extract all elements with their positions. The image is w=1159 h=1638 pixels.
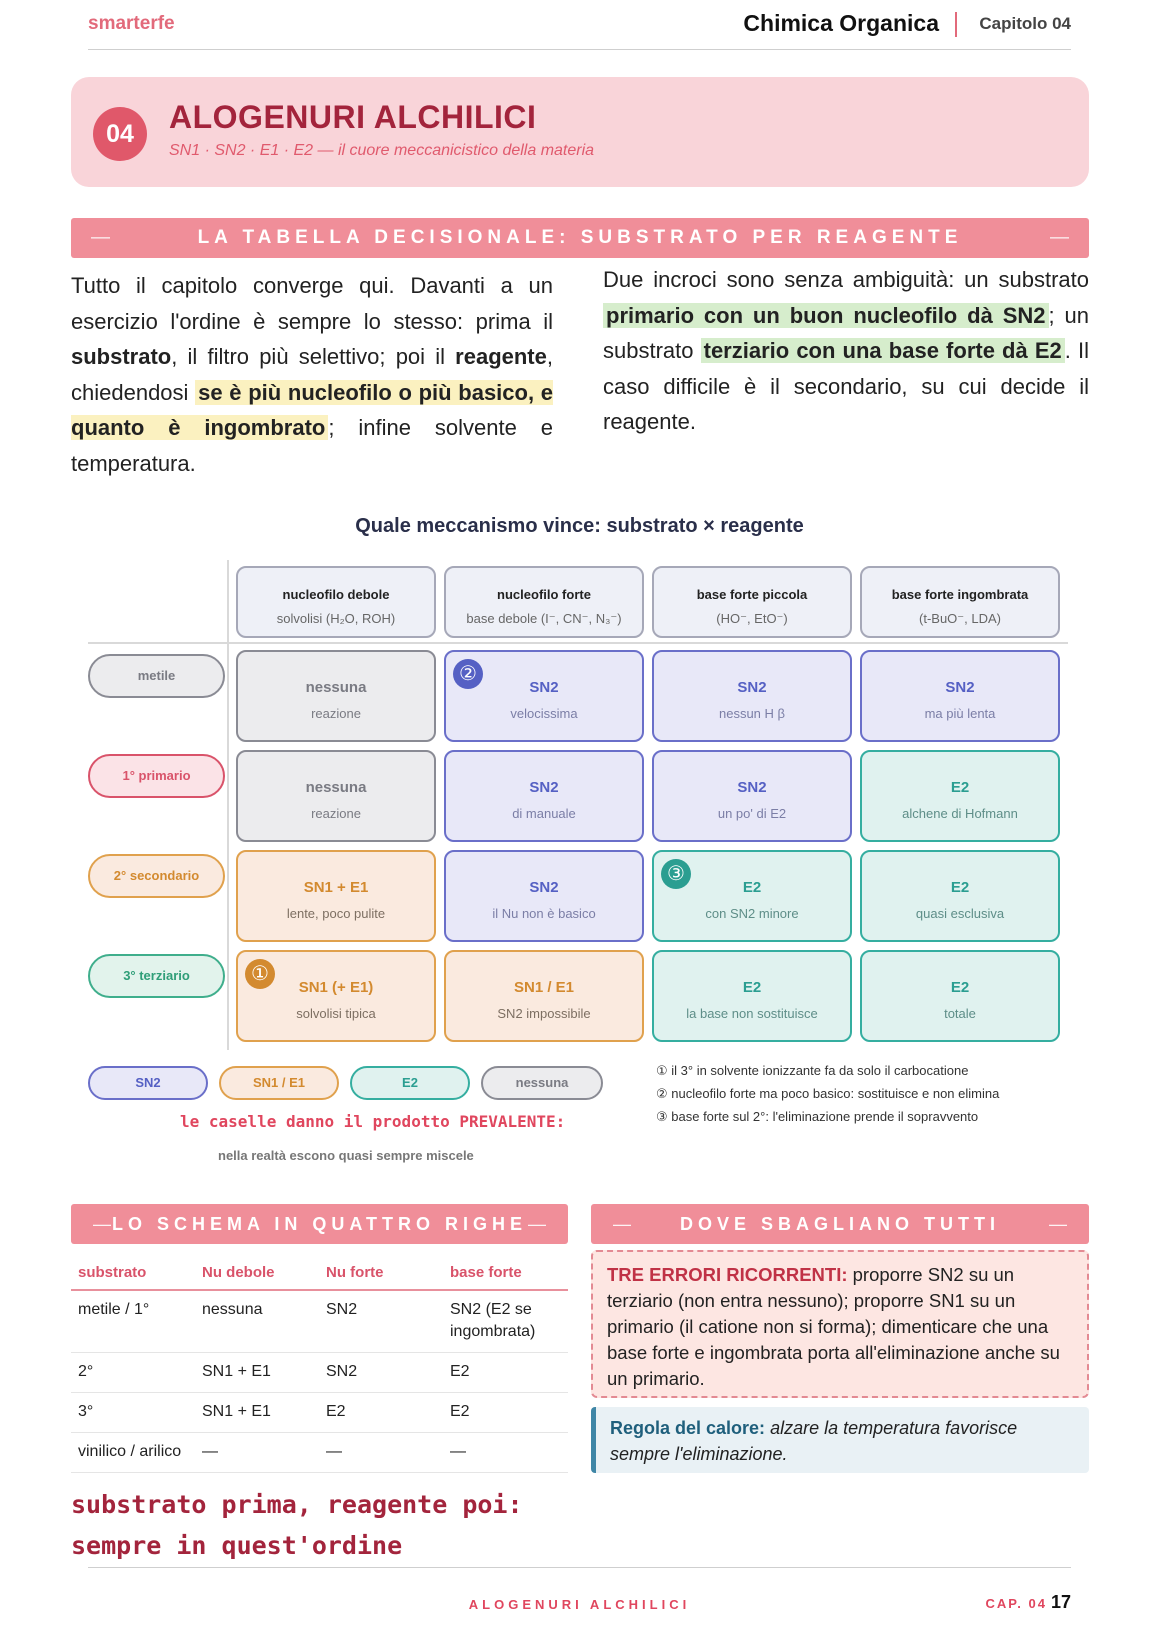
table-cell: E2 — [443, 1393, 568, 1433]
table-cell: nessuna — [195, 1290, 319, 1353]
bar-dash-right: — — [1049, 1214, 1067, 1234]
cell-mechanism: E2 — [950, 879, 970, 896]
cell-mechanism: nessuna — [305, 779, 367, 796]
rule-text: alzare la temperatura favorisce sempre l'eliminazione. — [610, 1418, 1018, 1464]
cell-mechanism: SN2 — [737, 779, 767, 796]
bar-dash-left: — — [93, 1214, 111, 1234]
column-header — [236, 566, 436, 638]
motto-line-2: sempre in quest'ordine — [71, 1531, 403, 1560]
bar-dash-left: — — [613, 1214, 631, 1234]
matrix-cell — [652, 850, 852, 942]
text-run: , il filtro più selettivo; poi il — [171, 344, 456, 369]
note-3: ③ base forte sul 2°: l'eliminazione prende il sopravvento — [656, 1109, 979, 1124]
table-row — [71, 1290, 568, 1353]
matrix-horizontal-divider — [88, 642, 1068, 644]
schema-table — [71, 1258, 568, 1473]
cell-note: ma più lenta — [924, 706, 996, 721]
note-1: ① il 3° in solvente ionizzante fa da solo il carbocatione — [656, 1063, 969, 1078]
table-row — [71, 1433, 568, 1473]
section-title: LA TABELLA DECISIONALE: SUBSTRATO PER REAGENTE — [197, 227, 963, 248]
cell-note: il Nu non è basico — [492, 906, 596, 921]
legend-e2: E2 — [350, 1066, 470, 1100]
errors-label: TRE ERRORI RICORRENTI: — [607, 1264, 848, 1285]
book-title: Chimica Organica — [743, 10, 939, 36]
section-bar-mistakes — [591, 1204, 1089, 1244]
table-cell: SN2 (E2 se ingombrata) — [443, 1290, 568, 1353]
cell-mechanism: SN2 — [945, 679, 975, 696]
table-cell: SN2 — [319, 1290, 443, 1353]
cell-note: totale — [944, 1006, 976, 1021]
column-header-sub: (HO⁻, EtO⁻) — [716, 611, 788, 626]
text-run: Tutto il capitolo converge qui. Davanti a un esercizio l'ordine è sempre lo stesso: prima il — [71, 273, 553, 334]
col-base-forte: base forte — [443, 1258, 568, 1290]
matrix-cell — [860, 950, 1060, 1042]
matrix-cell — [236, 850, 436, 942]
matrix-cell — [444, 750, 644, 842]
cell-note: quasi esclusiva — [915, 906, 1005, 921]
table-cell: 3° — [71, 1393, 195, 1433]
cell-note: reazione — [311, 706, 361, 721]
column-header-label: base forte piccola — [696, 587, 808, 602]
table-cell: SN1 + E1 — [195, 1393, 319, 1433]
cell-mechanism: SN1 / E1 — [513, 979, 575, 996]
column-header-sub: solvolisi (H₂O, ROH) — [276, 611, 396, 626]
matrix-cell — [444, 850, 644, 942]
cell-note: lente, poco pulite — [286, 906, 386, 921]
column-header-sub: (t-BuO⁻, LDA) — [919, 611, 1001, 626]
cell-note: alchene di Hofmann — [902, 806, 1018, 821]
row-header: 2° secondario — [88, 854, 225, 898]
column-header-label: base forte ingombrata — [891, 587, 1029, 602]
rule-label: Regola del calore: — [610, 1418, 766, 1438]
footer-page-info — [986, 1592, 1072, 1613]
highlight-question: se è più nucleofilo o più basico, e quanto è ingombrato — [71, 379, 553, 440]
footer-divider — [88, 1567, 1071, 1568]
highlight-primary-sn2: primario con un buon nucleofilo dà SN2 — [603, 303, 1049, 328]
table-cell: SN2 — [319, 1353, 443, 1393]
column-header-sub: base debole (I⁻, CN⁻, N₃⁻) — [466, 611, 622, 626]
col-nu-forte: Nu forte — [319, 1258, 443, 1290]
cell-mechanism: SN2 — [737, 679, 767, 696]
table-cell: E2 — [319, 1393, 443, 1433]
matrix-cell — [652, 750, 852, 842]
bar-dash-left: — — [91, 227, 110, 248]
matrix-cell — [652, 950, 852, 1042]
text-run: Due incroci sono senza ambiguità: un substrato — [603, 267, 1089, 292]
cell-note: velocissima — [510, 706, 578, 721]
header-separator — [955, 12, 957, 37]
table-cell: — — [195, 1433, 319, 1473]
row-header: 1° primario — [88, 754, 225, 798]
table-cell: vinilico / arilico — [71, 1433, 195, 1473]
matrix-cell — [236, 750, 436, 842]
chapter-number-badge: 04 — [93, 107, 147, 161]
cell-note: di manuale — [512, 806, 576, 821]
column-header-label: nucleofilo forte — [497, 587, 591, 602]
matrix-vertical-divider — [227, 560, 229, 1050]
table-cell: — — [443, 1433, 568, 1473]
bar-dash-right: — — [528, 1214, 546, 1234]
col-substrato: substrato — [71, 1258, 195, 1290]
matrix-cell — [236, 950, 436, 1042]
footnote-badge: ③ — [661, 859, 691, 889]
intro-paragraph-left — [71, 268, 553, 481]
cell-mechanism: E2 — [950, 779, 970, 796]
table-row — [71, 1393, 568, 1433]
handwritten-note: le caselle danno il prodotto PREVALENTE: — [180, 1112, 566, 1131]
cell-mechanism: nessuna — [305, 679, 367, 696]
table-cell: metile / 1° — [71, 1290, 195, 1353]
footer-chapter: CAP. 04 — [985, 1596, 1047, 1611]
table-cell: SN1 + E1 — [195, 1353, 319, 1393]
cell-mechanism: E2 — [742, 879, 762, 896]
matrix-cell — [444, 950, 644, 1042]
bar-dash-right: — — [1050, 227, 1069, 248]
chapter-title-card — [71, 77, 1089, 187]
brand-name: smarterfe — [88, 13, 175, 34]
cell-mechanism: E2 — [742, 979, 762, 996]
cell-mechanism: E2 — [950, 979, 970, 996]
column-header — [860, 566, 1060, 638]
cell-note: SN2 impossibile — [497, 1006, 591, 1021]
legend-sn2: SN2 — [88, 1066, 208, 1100]
section-title: DOVE SBAGLIANO TUTTI — [680, 1214, 1000, 1234]
matrix-cell — [860, 650, 1060, 742]
cell-note: reazione — [311, 806, 361, 821]
col-nu-debole: Nu debole — [195, 1258, 319, 1290]
heat-rule-callout — [591, 1407, 1089, 1473]
chapter-label: Capitolo 04 — [979, 14, 1071, 33]
column-header — [652, 566, 852, 638]
text-run: ; un substrato — [603, 302, 1089, 363]
cell-note: la base non sostituisce — [686, 1006, 818, 1021]
text-run: , chiedendosi — [71, 344, 553, 405]
cell-mechanism: SN2 — [529, 779, 559, 796]
legend-none: nessuna — [481, 1066, 603, 1100]
section-title: LO SCHEMA IN QUATTRO RIGHE — [112, 1214, 527, 1234]
note-2: ② nucleofilo forte ma poco basico: sostituisce e non elimina — [656, 1086, 1000, 1101]
intro-paragraph-right — [603, 262, 1089, 440]
matrix-title: Quale meccanismo vince: substrato × reagente — [355, 515, 804, 537]
cell-note: un po' di E2 — [717, 806, 787, 821]
footnote-badge: ① — [245, 959, 275, 989]
cell-note: solvolisi tipica — [296, 1006, 376, 1021]
errors-text: proporre SN2 su un terziario (non entra nessuno); proporre SN1 su un primario (il catione non si forma); dimenticare che una base forte e ingombrata porta all'eliminazione anche su un primario. — [607, 1264, 1060, 1389]
table-row — [71, 1353, 568, 1393]
legend-sn1-e1: SN1 / E1 — [219, 1066, 339, 1100]
text-run: ; infine solvente e temperatura. — [71, 415, 553, 476]
cell-note: con SN2 minore — [705, 906, 799, 921]
matrix-notes — [656, 1059, 999, 1128]
row-header: metile — [88, 654, 225, 698]
matrix-cell — [860, 850, 1060, 942]
cell-mechanism: SN2 — [529, 679, 559, 696]
row-header: 3° terziario — [88, 954, 225, 998]
chapter-subtitle: SN1 · SN2 · E1 · E2 — il cuore meccanicistico della materia — [169, 142, 595, 159]
footnote-badge: ② — [453, 659, 483, 689]
table-cell: 2° — [71, 1353, 195, 1393]
section-bar-schema — [71, 1204, 568, 1244]
bold-reagente: reagente — [455, 344, 547, 369]
cell-note: nessun H β — [718, 706, 785, 721]
footer-running-title: ALOGENURI ALCHILICI — [468, 1597, 691, 1612]
chapter-title: ALOGENURI ALCHILICI — [169, 99, 537, 135]
table-cell: — — [319, 1433, 443, 1473]
motto — [71, 1484, 523, 1566]
bold-substrato: substrato — [71, 344, 172, 369]
page-header — [88, 0, 1071, 50]
highlight-tertiary-e2: terziario con una base forte dà E2 — [701, 338, 1065, 363]
section-bar-decision-table — [71, 218, 1089, 258]
matrix-cell — [860, 750, 1060, 842]
text-run: . Il caso difficile è il secondario, su cui decide il reagente. — [603, 338, 1089, 434]
matrix-cell — [652, 650, 852, 742]
matrix-cell — [444, 650, 644, 742]
cell-mechanism: SN1 + E1 — [303, 879, 369, 896]
motto-line-1: substrato prima, reagente poi: — [71, 1490, 523, 1519]
cell-mechanism: SN2 — [529, 879, 559, 896]
matrix-cell — [236, 650, 436, 742]
table-cell: E2 — [443, 1353, 568, 1393]
page-number: 17 — [1050, 1592, 1071, 1612]
schema-header-row — [71, 1258, 568, 1290]
errors-callout — [591, 1250, 1089, 1398]
cell-mechanism: SN1 (+ E1) — [298, 979, 374, 996]
handwritten-subnote: nella realtà escono quasi sempre miscele — [218, 1148, 474, 1163]
column-header-label: nucleofilo debole — [282, 587, 390, 602]
column-header — [444, 566, 644, 638]
